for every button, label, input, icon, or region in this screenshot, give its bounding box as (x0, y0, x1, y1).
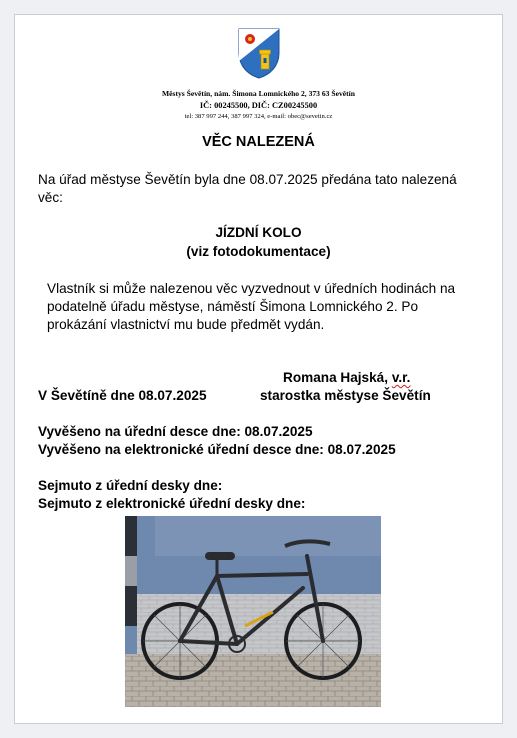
header-address: Městys Ševětín, nám. Šimona Lomnického 2, 373 63 Ševětín (161, 89, 355, 98)
header-ids: IČ: 00245500, DIČ: CZ00245500 (199, 101, 318, 110)
coat-of-arms-icon (235, 27, 283, 79)
intro-paragraph: Na úřad městyse Ševětín byla dne 08.07.2025 předána tato nalezená věc: (38, 172, 457, 205)
place-and-date: V Ševětíně dne 08.07.2025 (38, 388, 207, 403)
found-item-name: JÍZDNÍ KOLO (215, 225, 302, 240)
removed-electronic-date: Sejmuto z elektronické úřední desky dne: (38, 496, 306, 511)
posted-board-date: Vyvěšeno na úřední desce dne: 08.07.2025 (38, 424, 313, 439)
removed-board-date: Sejmuto z úřední desky dne: (38, 478, 223, 493)
found-item-note: (viz fotodokumentace) (186, 244, 331, 259)
bicycle-photo (125, 516, 381, 707)
body-paragraph: Vlastník si může nalezenou věc vyzvednout v úředních hodinách na podatelně úřadu městyse, náměstí Šimona Lomnického 2. Po prokázání vlastnictví mu bude předmět vydán. (47, 281, 456, 332)
posted-electronic-date: Vyvěšeno na elektronické úřední desce dne: 08.07.2025 (38, 442, 396, 457)
signatory-name: Romana Hajská, v.r. (283, 370, 411, 385)
signature-suffix: v.r. (391, 370, 411, 385)
document-title: VĚC NALEZENÁ (202, 134, 315, 150)
header-contact: tel: 387 997 244, 387 997 324, e-mail: obec@sevetin.cz (184, 113, 333, 120)
signatory-role: starostka městyse Ševětín (260, 388, 431, 403)
